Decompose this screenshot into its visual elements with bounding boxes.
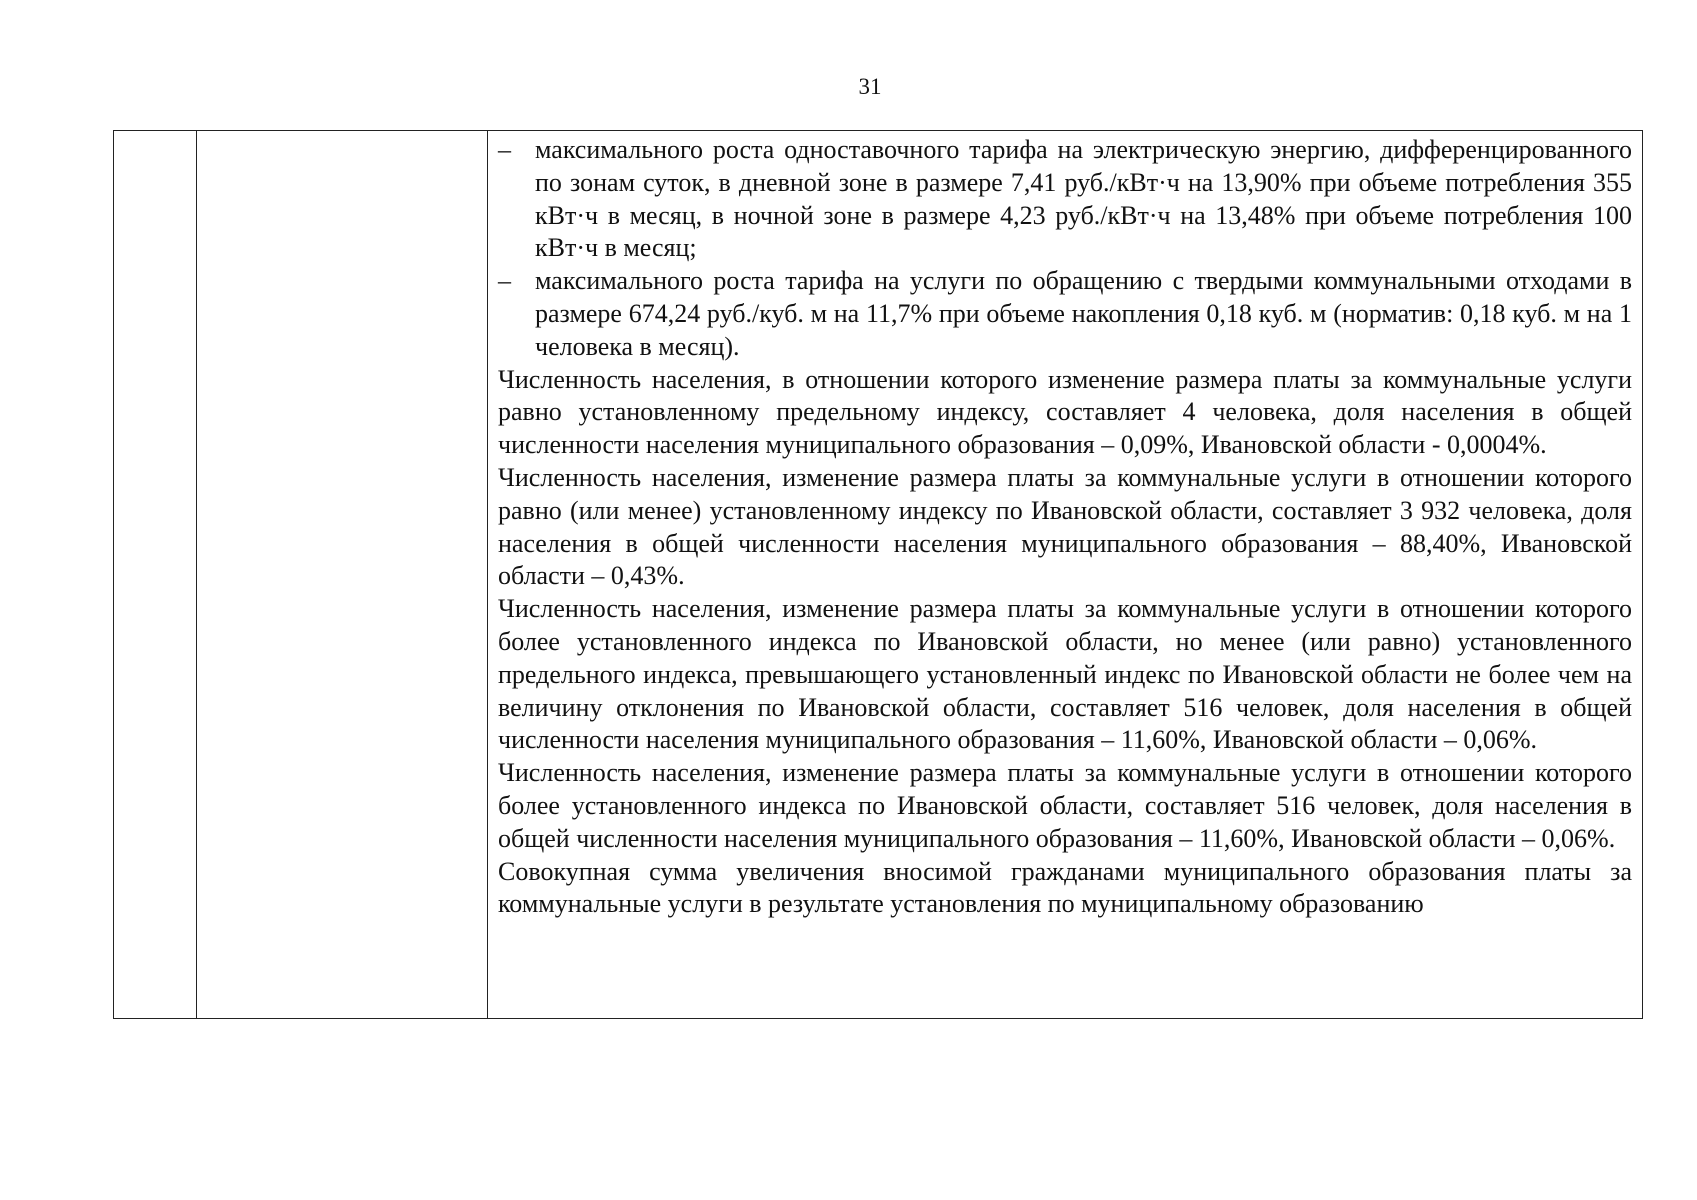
document-table	[113, 130, 1643, 1019]
bullet-dash: –	[498, 266, 511, 296]
page-number: 31	[858, 74, 882, 99]
table-cell-name	[197, 131, 488, 1019]
bullet-item-waste	[498, 265, 1632, 363]
table-row	[114, 131, 1643, 1019]
paragraph-total-sum: Совокупная сумма увеличения вносимой гражданами муниципального образования платы за коммунальные услуги в результате установления по муниципальному образованию	[498, 856, 1632, 919]
paragraph-limit-index: Численность населения, в отношении которого изменение размера платы за коммунальные услуги равно установленному предельному индексу, составляет 4 человека, доля населения в общей численности населения муниципального образования – 0,09%, Ивановской области - 0,0004%.	[498, 364, 1632, 460]
table-cell-number	[114, 131, 197, 1019]
cell-content	[488, 131, 1642, 921]
bullet-dash: –	[498, 135, 511, 164]
paragraph-between-indices: Численность населения, изменение размера платы за коммунальные услуги в отношении которого более установленного индекса по Ивановской области, но менее (или равно) установленного предельного индекса, превышающего установленный индекс по Ивановской области не более чем на величину отклонения по Ивановской области, составляет 516 человек, доля населения в общей численности населения муниципального образования – 11,60%, Ивановской области – 0,06%.	[498, 594, 1632, 755]
bullet-text: максимального роста одноставочного тарифа на электрическую энергию, дифференцированного по зонам суток, в дневной зоне в размере 7,41 руб./кВт·ч на 13,90% при объеме потребления 355 кВт·ч в месяц, в ночной зоне в размере 4,23 руб./кВт·ч на 13,48% при объеме потребления 100 кВт·ч в месяц;	[535, 135, 1632, 263]
bullet-item-electricity	[498, 134, 1632, 265]
paragraph-above-index: Численность населения, изменение размера платы за коммунальные услуги в отношении которого более установленного индекса по Ивановской области, составляет 516 человек, доля населения в общей численности населения муниципального образования – 11,60%, Ивановской области – 0,06%.	[498, 758, 1632, 853]
table-cell-content	[488, 131, 1643, 1019]
paragraph-equal-or-less: Численность населения, изменение размера платы за коммунальные услуги в отношении которого равно (или менее) установленному индексу по Ивановской области, составляет 3 932 человека, доля населения в общей численности населения муниципального образования – 88,40%, Ивановской области – 0,43%.	[498, 462, 1632, 591]
bullet-text: максимального роста тарифа на услуги по обращению с твердыми коммунальными отходами в размере 674,24 руб./куб. м на 11,7% при объеме накопления 0,18 куб. м (норматив: 0,18 куб. м на 1 человека в месяц).	[535, 266, 1632, 361]
